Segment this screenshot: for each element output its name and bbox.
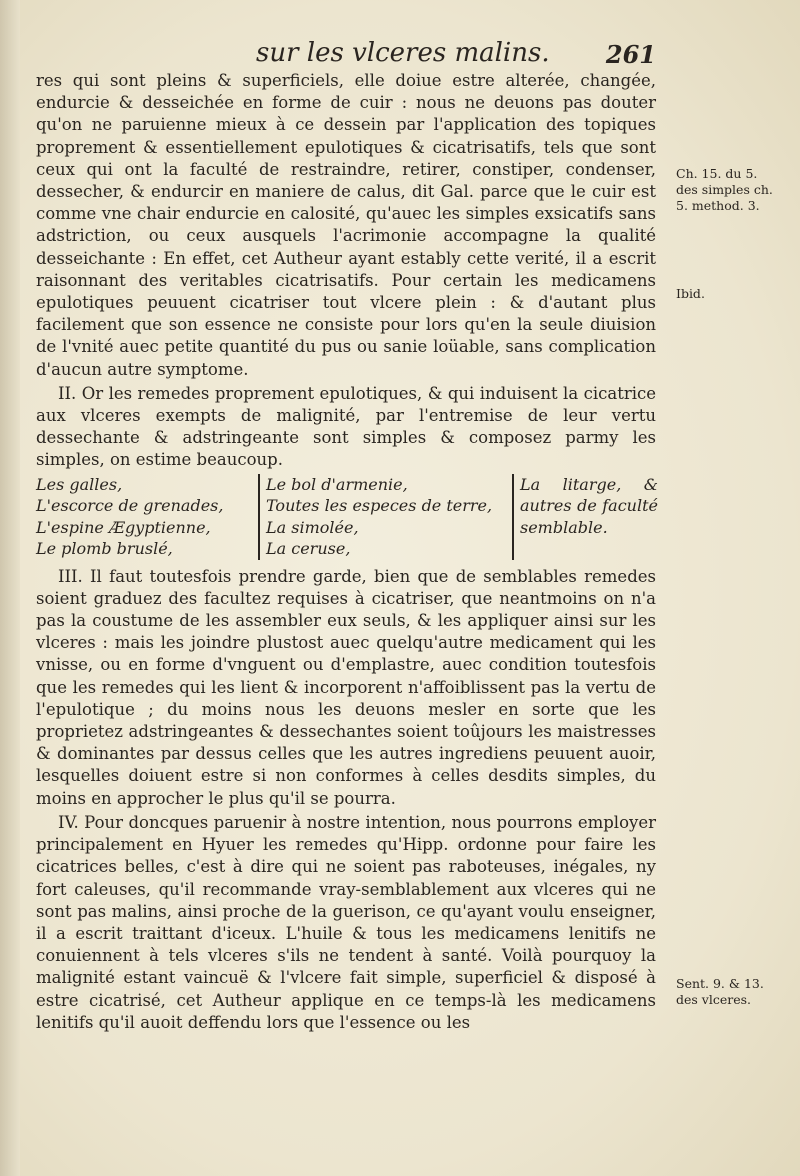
page-header <box>36 38 656 70</box>
section-iv: IV. Pour doncques paruenir à nostre intention, nous pourrons employer principalement en Hyuer les remedes qu'Hipp. ordonne pour faire les cicatrices belles, c'est à dire qui ne soient pas raboteuses, inégales, ny fort caleuses, qu'il recommande vray-semblablement aux vlceres qui ne sont pas malins, ainsi proche de la guerison, ce qu'ayant voulu enseigner, il a escrit traittant d'iceux. L'huile & tous les medicamens lenitifs ne conuiennent à tels vlceres s'ils ne tendent à santé. Voilà pourquoy la malignité estant vaincuë & l'vlcere fait simple, superficiel & disposé à estre cicatrisé, cet Autheur applique en ce temps-là les medicamens lenitifs qu'il auoit deffendu lors que l'essence ou les <box>36 812 656 1032</box>
simple-item: L'escorce de grenades, <box>36 496 224 516</box>
simples-list <box>36 474 656 560</box>
margin-note: Ibid. <box>676 286 705 301</box>
simple-item: Le bol d'armenie, <box>266 474 408 494</box>
simples-column-2 <box>258 474 506 560</box>
section-ii: II. Or les remedes proprement epulotiques, & qui induisent la cicatrice aux vlceres exempts de malignité, par l'entremise de leur vertu dessechante & adstringeante sont simples & composez parmy les simples, on estime beaucoup. <box>36 383 656 470</box>
margin-note: Ch. 15. du 5. des simples ch. 5. method. 3. <box>676 166 773 213</box>
main-text <box>36 70 656 1034</box>
simple-item: L'espine Ægyptienne, <box>36 517 211 537</box>
paragraph-continuation: res qui sont pleins & superficiels, elle doiue estre alterée, changée, endurcie & desseichée en forme de cuir : nous ne deuons pas douter qu'on ne paruienne mieux à ce dessein par l'application des topiques proprement & essentiellement epulotiques & cicatrisatifs, tels que sont ceux qui ont la faculté de restraindre, retirer, constiper, condenser, dessecher, & endurcir en maniere de calus, dit Gal. parce que le cuir est comme vne chair endurcie en calosité, qu'auec les simples exsicatifs sans adstriction, ou ceux ausquels l'acrimonie accompagne la qualité desseichante : En effet, cet Autheur ayant estably cette verité, il a escrit raisonnant des veritables cicatrisatifs. Pour certain les medicamens epulotiques peuuent cicatriser tout vlcere plein : & d'autant plus facilement que son essence ne consiste pour lors qu'en la seule diuision de l'vnité auec petite quantité du pus ou sanie loüable, sans complication d'aucun autre symptome. <box>36 71 656 379</box>
margin-note: Sent. 9. & 13. des vlceres. <box>676 976 764 1007</box>
simple-item: La litarge, & autres de faculté semblable. <box>520 474 658 537</box>
page-gutter <box>0 0 20 1176</box>
page-number: 261 <box>605 40 656 69</box>
simples-column-1 <box>36 474 252 560</box>
section-iii: III. Il faut toutesfois prendre garde, bien que de semblables remedes soient graduez des facultez requises à cicatriser, que neantmoins on n'a pas la coustume de les assembler eux seuls, & les appliquer ainsi sur les vlceres : mais les joindre plustost auec quelqu'autre medicament qui les vnisse, ou en forme d'vnguent ou d'emplastre, auec condition toutesfois que les remedes qui les lient & incorporent n'affoiblissent pas la vertu de l'epulotique ; du moins nous les deuons mesler en sorte que les proprietez adstringeantes & dessechantes soient toûjours les maistresses & dominantes par dessus celles que les autres ingrediens peuuent auoir, lesquelles doiuent estre si non conformes à celles desdits simples, du moins en approcher le plus qu'il se pourra. <box>36 566 656 808</box>
running-head: sur les vlceres malins. <box>256 38 550 68</box>
simple-item: Toutes les especes de terre, <box>266 496 493 516</box>
simples-column-3 <box>512 474 658 560</box>
simple-item: Le plomb bruslé, <box>36 539 173 559</box>
simple-item: La ceruse, <box>266 539 351 559</box>
simple-item: Les galles, <box>36 474 123 494</box>
simple-item: La simolée, <box>266 517 359 537</box>
